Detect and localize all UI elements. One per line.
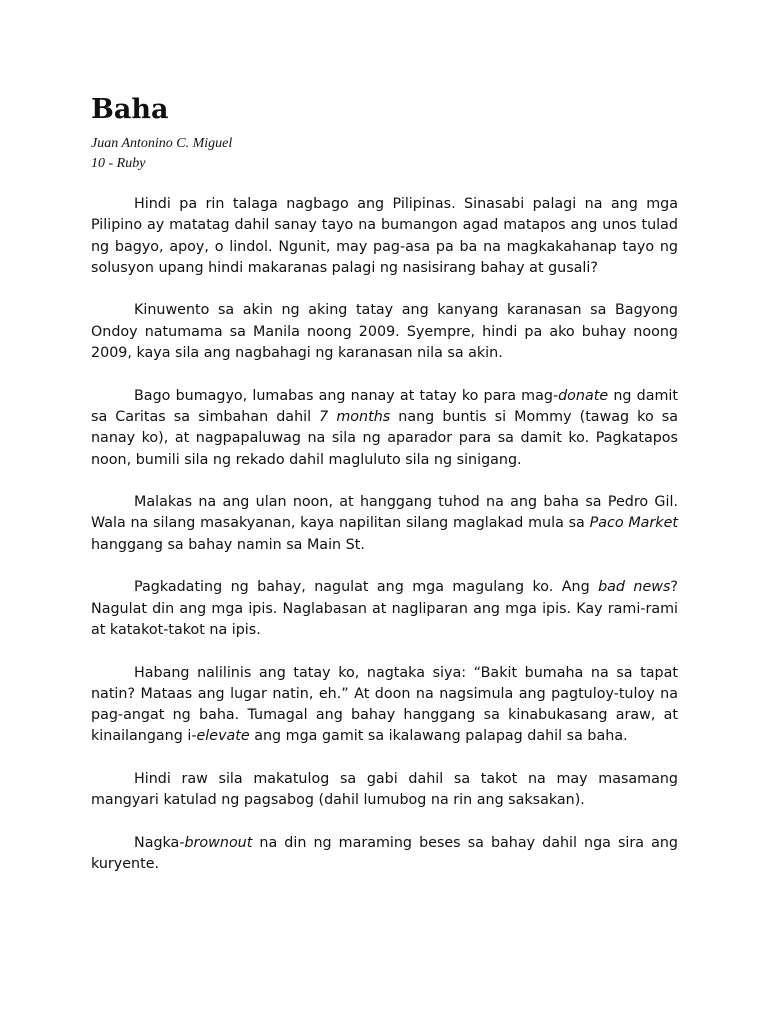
paragraph [91,492,678,556]
document-title: Baha [91,94,169,125]
text-run: Hindi raw sila makatulog sa gabi dahil sa takot na may masamang mangyari katulad ng pagsabog (dahil lumubog na rin ang saksakan). [91,771,678,809]
paragraph [91,300,678,364]
text-run: Pagkadating ng bahay, nagulat ang mga magulang ko. Ang [134,579,599,596]
text-run: Malakas na ang ulan noon, at hanggang tuhod na ang baha sa Pedro Gil. Wala na silang masakyanan, kaya napilitan silang maglakad mula sa [91,494,678,532]
text-run: nang buntis si Mommy (tawag ko sa nanay ko), at nagpapaluwag na sila ng aparador para sa damit ko. Pagkatapos noon, bumili sila ng rekado dahil magluluto sila ng sinigang. [91,408,678,468]
italic-text: 7 months [319,408,391,425]
paragraph [91,194,678,279]
text-run: Habang nalilinis ang tatay ko, nagtaka siya: “Bakit bumaha na sa tapat natin? Mataas ang lugar natin, eh.” At doon na nagsimula ang pagtuloy-tuloy na pag-angat ng baha. Tumagal ang bahay hanggang sa kinabukasang araw, at kinailangang i- [91,664,678,745]
text-run: Hindi pa rin talaga nagbago ang Pilipinas. Sinasabi palagi na ang mga Pilipino ay matatag dahil sanay tayo na bumangon agad matapos ang unos tulad ng bagyo, apoy, o lindol. Ngunit, may pag-asa pa ba na magkakahanap tayo ng solusyon upang hindi makaranas palagi ng nasisirang bahay at gusali? [91,196,678,276]
paragraph [91,833,678,876]
document-page [91,92,678,897]
italic-text: brownout [184,834,253,851]
paragraph [91,577,678,641]
italic-text: donate [558,387,609,404]
italic-text: elevate [196,728,250,745]
author-name: Juan Antonino C. Miguel [91,136,233,151]
italic-text: Paco Market [589,515,678,532]
text-run: Kinuwento sa akin ng aking tatay ang kanyang karanasan sa Bagyong Ondoy natumama sa Manila noong 2009. Syempre, hindi pa ako buhay noong 2009, kaya sila ang nagbahagi ng karanasan nila sa akin. [91,302,678,362]
text-run: na din ng maraming beses sa bahay dahil nga sira ang kuryente. [91,834,678,873]
byline [91,134,678,174]
text-run: ang mga gamit sa ikalawang palapag dahil sa baha. [249,728,628,745]
paragraph [91,769,678,812]
class-section: 10 - Ruby [91,156,146,171]
text-run: Nagka- [134,834,185,851]
italic-text: bad news [598,579,671,596]
text-run: ? Nagulat din ang mga ipis. Naglabasan at nagliparan ang mga ipis. Kay rami-rami at katakot-takot na ipis. [91,579,678,638]
paragraph [91,386,678,471]
text-run: Bago bumagyo, lumabas ang nanay at tatay ko para mag- [134,387,559,404]
text-run: ng damit sa Caritas sa simbahan dahil [91,387,678,425]
paragraph [91,663,678,748]
body-text [91,194,678,876]
text-run: hanggang sa bahay namin sa Main St. [91,536,365,553]
